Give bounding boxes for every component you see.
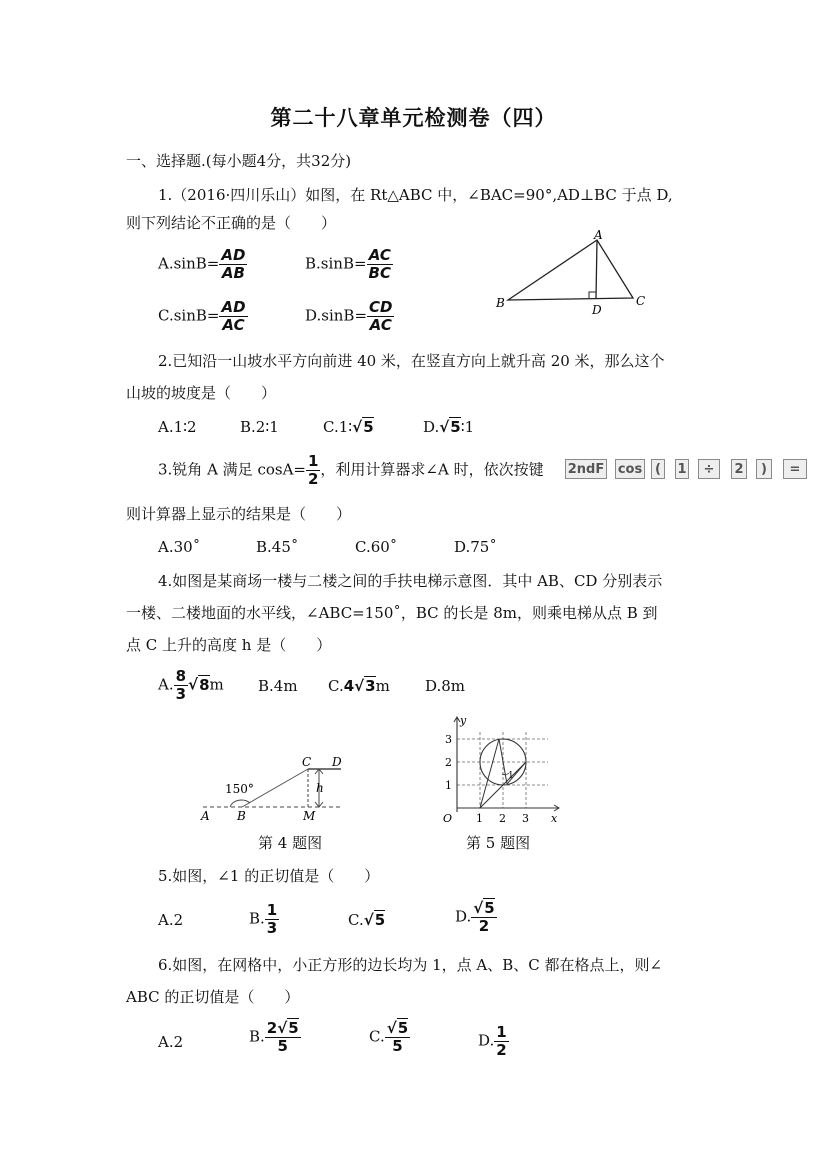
q4-option-d: D.8m (425, 677, 466, 695)
label-h: h (316, 781, 324, 795)
x-tick-1: 1 (476, 812, 483, 824)
q3-stem-line2: 则计算器上显示的结果是（ ） (126, 505, 352, 523)
q5-grid-figure (438, 712, 563, 824)
q6-option-a: A.2 (158, 1033, 184, 1051)
q2-option-d: D.√5∶1 (423, 418, 475, 436)
q2-option-c: C.1∶√5 (323, 418, 374, 436)
grid-lines (457, 732, 548, 808)
label-a: A (594, 228, 603, 242)
label-b: B (496, 296, 505, 310)
key-cos: cos (615, 459, 645, 479)
label-a: A (201, 809, 210, 823)
angle-label-1: 1 (508, 771, 514, 781)
q4-stem-line2: 一楼、二楼地面的水平线，∠ABC=150˚，BC 的长是 8m，则乘电梯从点 B 到 (126, 604, 658, 622)
page-title: 第二十八章单元检测卷（四） (270, 105, 557, 130)
key-2: 2 (731, 459, 747, 479)
q4-figure-caption: 第 4 题图 (258, 834, 323, 852)
x-tick-2: 2 (499, 812, 506, 824)
label-b: B (237, 809, 246, 823)
q1-stem-line2: 则下列结论不正确的是（ ） (126, 214, 337, 232)
angle-label: 150° (225, 782, 254, 796)
q4-stem-line1: 4.如图是某商场一楼与二楼之间的手扶电梯示意图．其中 AB、CD 分别表示 (158, 572, 663, 590)
y-tick-1: 1 (445, 779, 452, 792)
q3-option-d: D.75˚ (454, 538, 497, 556)
q2-option-b: B.2∶1 (240, 418, 279, 436)
q1-option-a: A.sinB= $\frac{AD}{AB}$ (158, 246, 246, 282)
q1-option-c: C.sinB= $\frac{AD}{AC}$ (158, 298, 246, 334)
altitude-ad (596, 240, 597, 299)
key-open-paren: ( (651, 459, 665, 479)
q2-stem-line1: 2.已知沿一山坡水平方向前进 40 米，在竖直方向上就升高 20 米，那么这个 (158, 352, 665, 370)
q4-stem-line3: 点 C 上升的高度 h 是（ ） (126, 636, 332, 654)
label-d: D (592, 303, 602, 317)
q2-option-a: A.1∶2 (158, 418, 197, 436)
q4-option-a: A. $\frac{8}{3}$ √8m (158, 667, 224, 703)
key-1: 1 (675, 459, 689, 479)
triangle-abc (508, 240, 633, 300)
angle-arc (230, 800, 250, 807)
q1-triangle-figure (490, 228, 650, 320)
q1-stem-line1: 1.（2016·四川乐山）如图，在 Rt△ABC 中，∠BAC=90°,AD⊥BC 于点 D, (158, 186, 673, 204)
label-o: O (443, 812, 453, 824)
label-m: M (303, 809, 316, 823)
q3-option-b: B.45˚ (256, 538, 299, 556)
q3-stem-line1: 3.锐角 A 满足 cosA= $\frac{1}{2}$ ，利用计算器求∠A 时，依次按键 (158, 452, 544, 488)
q6-stem-line2: ABC 的正切值是（ ） (126, 988, 300, 1006)
q6-option-d: D. $\frac{1}{2}$ (478, 1023, 507, 1059)
y-tick-3: 3 (445, 733, 452, 746)
q5-figure-caption: 第 5 题图 (466, 834, 531, 852)
q3-option-a: A.30˚ (158, 538, 201, 556)
label-c: C (636, 294, 646, 308)
label-c: C (302, 755, 312, 769)
q4-option-b: B.4m (258, 677, 298, 695)
q5-option-c: C.√5 (348, 911, 386, 929)
y-tick-2: 2 (445, 756, 452, 769)
label-x: x (551, 812, 558, 824)
label-d: D (332, 755, 342, 769)
q6-option-b: B. $\frac{2√5}{5}$ (249, 1019, 299, 1055)
key-close-paren: ) (756, 459, 772, 479)
key-equals: = (783, 459, 807, 479)
q6-stem-line1: 6.如图，在网格中，小正方形的边长均为 1，点 A、B、C 都在格点上，则∠ (158, 956, 663, 974)
q1-option-b: B.sinB= $\frac{AC}{BC}$ (305, 246, 391, 282)
q6-option-c: C. $\frac{√5}{5}$ (369, 1019, 409, 1055)
q4-option-c: C.4√3m (328, 677, 390, 695)
q4-escalator-figure (195, 750, 355, 825)
q5-stem-line1: 5.如图，∠1 的正切值是（ ） (158, 867, 380, 885)
section-heading: 一、选择题.(每小题4分，共32分) (126, 152, 352, 170)
q2-stem-line2: 山坡的坡度是（ ） (126, 384, 277, 402)
q3-option-c: C.60˚ (355, 538, 398, 556)
q5-option-a: A.2 (158, 911, 184, 929)
key-2ndf: 2ndF (565, 459, 607, 479)
x-tick-3: 3 (522, 812, 529, 824)
q5-option-d: D. $\frac{√5}{2}$ (455, 899, 495, 935)
q1-option-d: D.sinB= $\frac{CD}{AC}$ (305, 298, 393, 334)
right-angle-mark (589, 292, 596, 298)
key-divide: ÷ (698, 459, 720, 479)
label-y: y (460, 714, 467, 727)
q5-option-b: B. $\frac{1}{3}$ (249, 901, 278, 937)
